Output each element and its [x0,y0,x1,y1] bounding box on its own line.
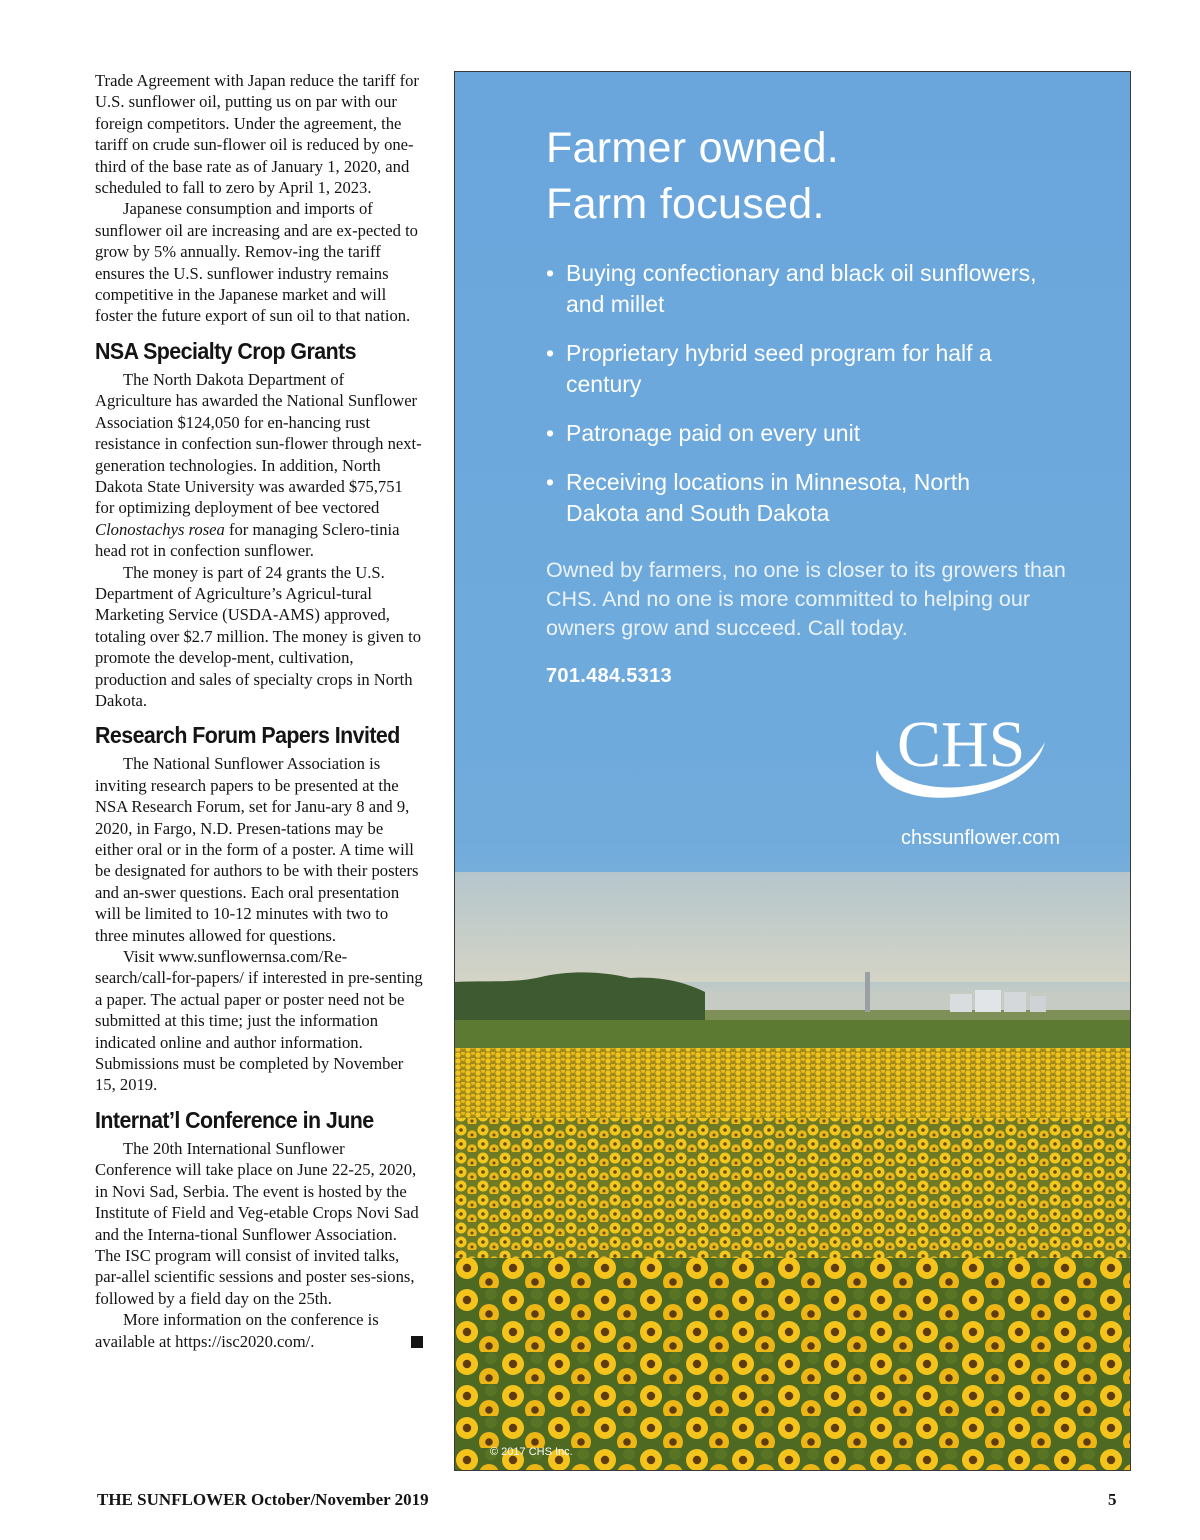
page-number: 5 [1108,1490,1117,1509]
conference-paragraph-2 [95,1309,423,1352]
grants-p1-text-a: The North Dakota Department of Agriculture has awarded the National Sunflower Association $124,050 for en-hancing rust resistance in confection sun-flower through next-generation technologies. In addition, North Dakota State University was awarded $75,751 for optimizing deployment of bee vectored [95,369,422,518]
ad-bullet-text: Receiving locations in Minnesota, North Dakota and South Dakota [566,469,970,526]
conference-heading: Internat’l Conference in June [95,1106,374,1133]
ad-bullet [546,338,1046,400]
grants-paragraph-1 [95,369,423,562]
conference-p2-text: More information on the conference is available at https://isc2020.com/. [95,1310,379,1351]
ad-headline-line-2: Farm focused. [546,180,825,228]
ad-bullet-text: Buying confectionary and black oil sunflowers, and millet [566,260,1037,317]
end-mark-icon [411,1336,423,1348]
ad-headline [546,120,1066,232]
ad-copyright: © 2017 CHS Inc. [490,1446,573,1458]
ad-bullet [546,467,1046,529]
grants-paragraph-2: The money is part of 24 grants the U.S. Department of Agriculture’s Agricul-tural Marketing Service (USDA-AMS) approved, totaling over $2.7 million. The money is given to promote the develop-ment, cultivation, production and sales of specialty crops in North Dakota. [95,562,422,710]
grants-heading: NSA Specialty Crop Grants [95,337,357,364]
bullet-dot-icon: • [546,420,555,446]
forum-paragraph-1: The National Sunflower Association is inviting research papers to be presented at the NSA Research Forum, set for Janu-ary 8 and 9, 2020, in Fargo, N.D. Presen-tations may be either oral or in the form of a poster. A time will be designated for authors to be with their posters and an-swer questions. Each oral presentation will be limited to 10-12 minutes with two to three minutes allowed for questions. [95,754,419,945]
ad-website: chssunflower.com [901,827,1060,849]
chs-logo-icon [869,704,1059,804]
grants-p1-species: Clonostachys rosea [95,519,225,539]
grants-p1-text-b: for managing Sclero-tinia head rot in confection sunflower. [95,519,400,561]
conference-paragraph-1: The 20th International Sunflower Conference will take place on June 22-25, 2020, in Novi Sad, Serbia. The event is hosted by the Institute of Field and Veg-etable Crops Novi Sad and the Interna-tional Sunflower Association. The ISC program will consist of invited talks, par-allel scientific sessions and poster ses-sions, followed by a field day on the 25th. [95,1138,419,1308]
ad-bullet [546,418,1046,449]
ad-bullet-text: Patronage paid on every unit [566,420,861,446]
bullet-dot-icon: • [546,260,555,286]
ad-bullet-list [546,258,1066,529]
ad-copy [546,120,1066,688]
intro-paragraph-2: Japanese consumption and imports of sunflower oil are increasing and are ex-pected to grow by 5% annually. Remov-ing the tariff ensures the U.S. sunflower industry remains competitive in the Japanese market and will foster the future export of sun oil to that nation. [95,199,418,326]
ad-bullet [546,258,1046,320]
publication-footer: THE SUNFLOWER October/November 2019 [97,1490,429,1509]
forum-heading: Research Forum Papers Invited [95,722,400,749]
chs-advertisement [454,71,1131,1471]
ad-headline-line-1: Farmer owned. [546,124,840,172]
bullet-dot-icon: • [546,340,555,366]
bullet-dot-icon: • [546,469,555,495]
ad-bullet-text: Proprietary hybrid seed program for half a century [566,340,992,397]
forum-paragraph-2: Visit www.sunflowernsa.com/Re-search/call-for-papers/ if interested in pre-senting a paper. The actual paper or poster need not be submitted at this time; just the information indicated online and author information. Submissions must be completed by November 15, 2019. [95,947,423,1095]
article-column [95,70,423,1352]
chs-logo-text: CHS [897,708,1026,781]
ad-phone-number: 701.484.5313 [546,665,672,687]
ad-blurb: Owned by farmers, no one is closer to its growers than CHS. And no one is more committed to helping our owners grow and succeed. Call today. [546,558,1066,640]
intro-paragraph-1: Trade Agreement with Japan reduce the tariff for U.S. sunflower oil, putting us on par with our foreign competitors. Under the agreement, the tariff on crude sun-flower oil is reduced by one-third of the base rate as of January 1, 2020, and scheduled to fall to zero by April 1, 2023. [95,71,419,198]
sunflower-field-photo [455,872,1130,1470]
